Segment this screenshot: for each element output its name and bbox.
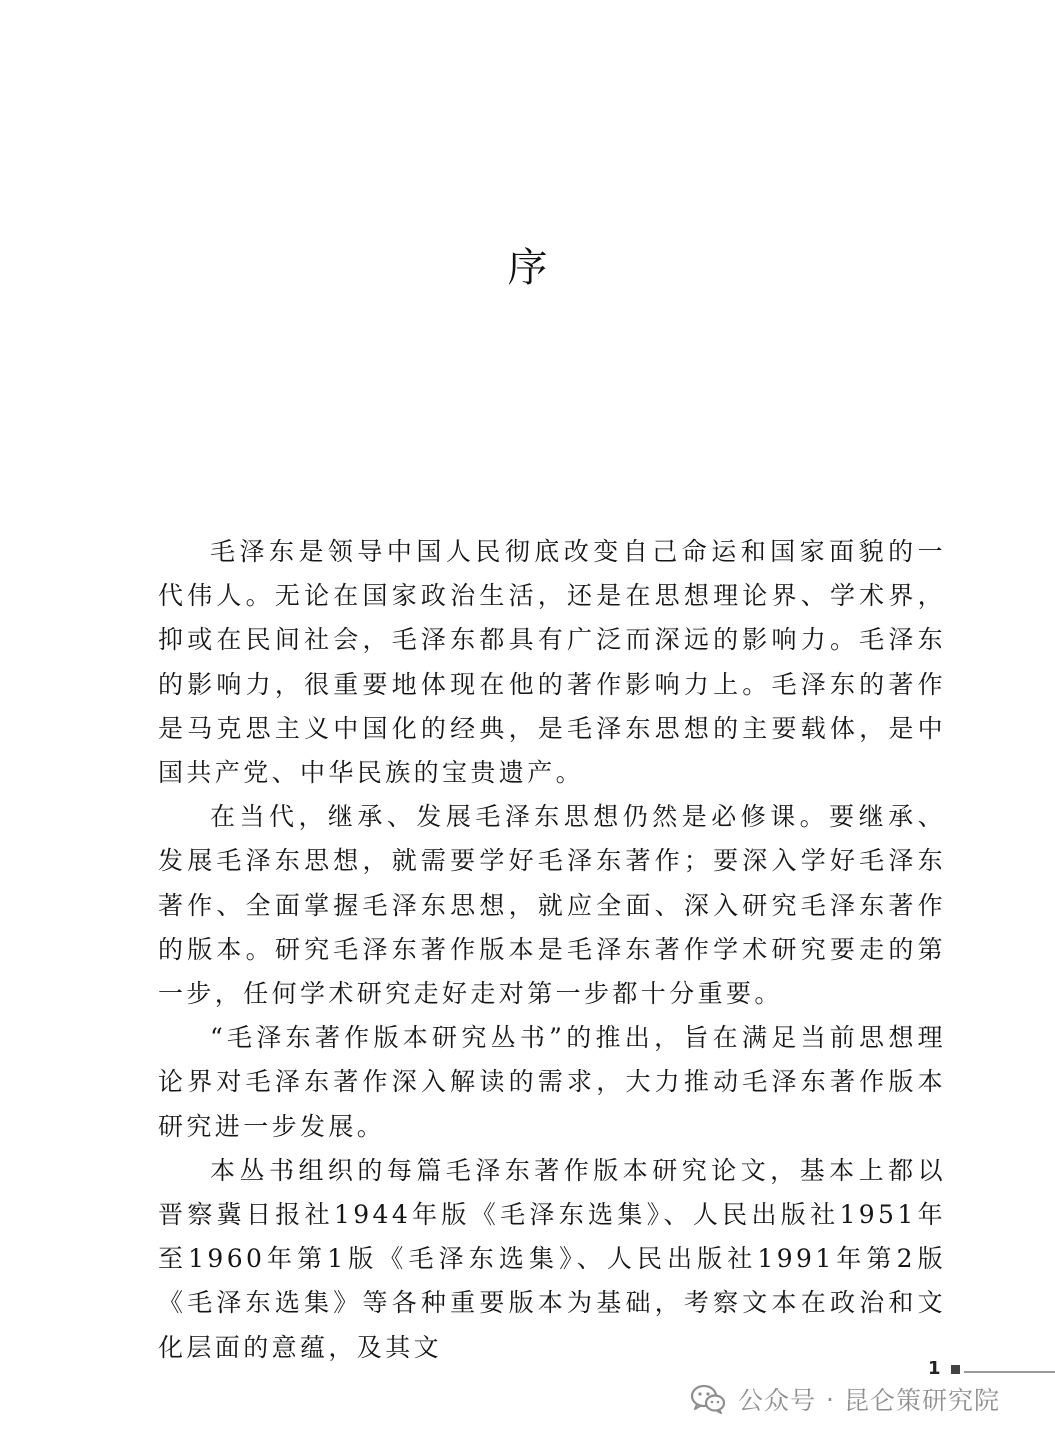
paragraph-4: 本丛书组织的每篇毛泽东著作版本研究论文，基本上都以晋察冀日报社1944年版《毛泽东选集》、人民出版社1951年至1960年第1版《毛泽东选集》、人民出版社1991年第2版《毛泽东选集》等各种重要版本为基础，考察文本在政治和文化层面的意蕴，及其文 bbox=[158, 1155, 946, 1362]
watermark-label: 公众号 bbox=[738, 1386, 817, 1415]
page-title: 序 bbox=[507, 245, 548, 291]
footer-rule bbox=[964, 1371, 1055, 1373]
watermark-separator: · bbox=[826, 1384, 834, 1414]
watermark-account: 昆仑策研究院 bbox=[843, 1386, 1000, 1415]
paragraph-3: “毛泽东著作版本研究丛书”的推出，旨在满足当前思想理论界对毛泽东著作深入解读的需求，大力推动毛泽东著作版本研究进一步发展。 bbox=[158, 1023, 946, 1141]
watermark bbox=[690, 1377, 1000, 1421]
paragraph-1: 毛泽东是领导中国人民彻底改变自己命运和国家面貌的一代伟人。无论在国家政治生活，还是在思想理论界、学术界，抑或在民间社会，毛泽东都具有广泛而深远的影响力。毛泽东的影响力，很重要地体现在他的著作影响力上。毛泽东的著作是马克思主义中国化的经典，是毛泽东思想的主要载体，是中国共产党、中华民族的宝贵遗产。 bbox=[158, 537, 946, 788]
paragraph-2: 在当代，继承、发展毛泽东思想仍然是必修课。要继承、发展毛泽东思想，就需要学好毛泽东著作；要深入学好毛泽东著作、全面掌握毛泽东思想，就应全面、深入研究毛泽东著作的版本。研究毛泽东著作版本是毛泽东著作学术研究要走的第一步，任何学术研究走好走对第一步都十分重要。 bbox=[158, 802, 946, 1009]
body-text bbox=[158, 530, 946, 1370]
page-number-marker bbox=[951, 1365, 960, 1374]
page-number: 1 bbox=[928, 1358, 941, 1379]
wechat-icon bbox=[690, 1384, 726, 1414]
